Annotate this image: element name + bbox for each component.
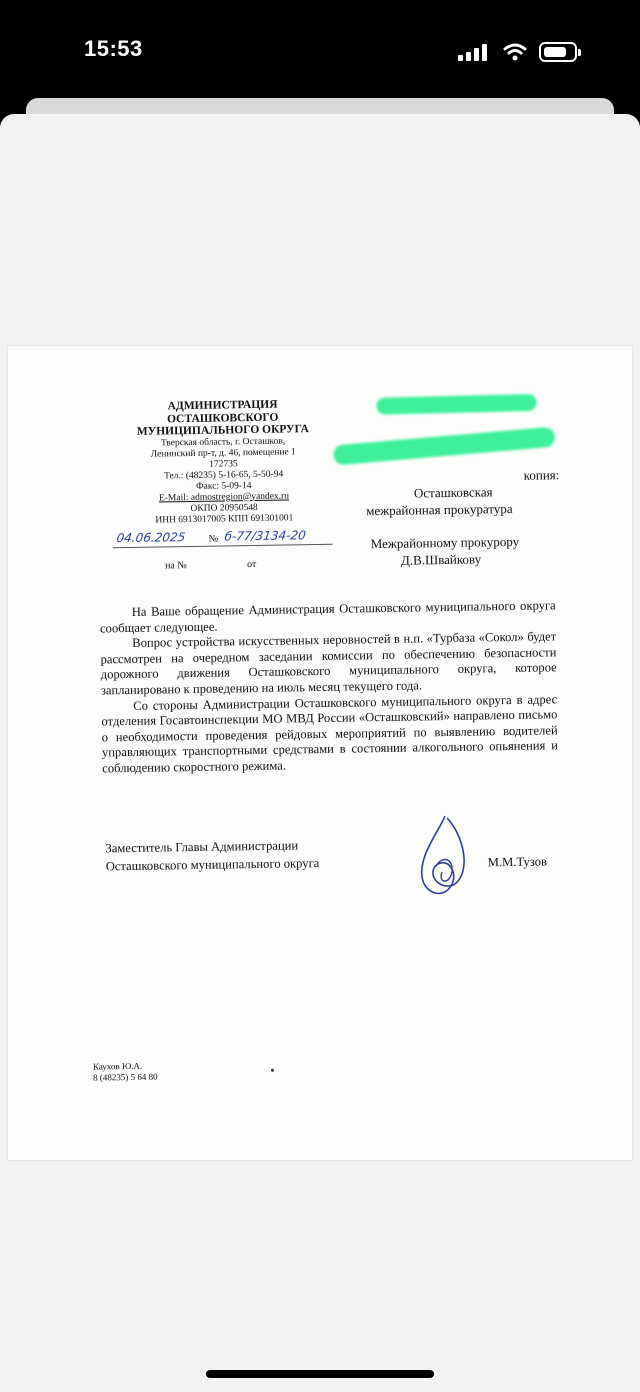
signatory-name: М.М.Тузов	[487, 854, 548, 870]
org-title-line: МУНИЦИПАЛЬНОГО ОКРУГА	[136, 423, 310, 438]
org-okpo: ОКПО 20950548	[190, 502, 258, 514]
addressee-line: Межрайонному прокурору	[370, 533, 520, 552]
outgoing-reference	[113, 528, 343, 546]
handwritten-signature	[407, 813, 488, 904]
executor-name: Каухов Ю.А.	[92, 1060, 143, 1072]
wifi-icon	[503, 42, 527, 62]
position-line: Осташковского муниципального округа	[105, 856, 320, 874]
scan-speck	[271, 1069, 274, 1072]
status-bar	[0, 0, 640, 100]
org-phone: Тел.: (48235) 5-16-65, 5-50-94	[163, 469, 284, 481]
org-title-line: АДМИНИСТРАЦИЯ	[167, 398, 278, 413]
redaction-mark	[376, 394, 536, 415]
executor-info	[93, 1061, 158, 1084]
letter-body	[100, 598, 559, 777]
org-email: E-Mail: admostregion@yandex.ru	[158, 490, 290, 503]
scanned-letter	[8, 346, 632, 1160]
body-paragraph: Со стороны Администрации Осташковского муниципального округа в адрес отделения Госавтоинспекции МО МВД России «Осташковский» направлено письмо о необходимости проведения рейдовых мероприятий по выявлению водителей управляющих транспортными средствами в состоянии алкогольного опьянения и соблюдению скоростного режима.	[101, 691, 559, 776]
addressee-line: Осташковская	[413, 484, 493, 501]
incoming-date-label: от	[246, 558, 257, 571]
body-paragraph: На Ваше обращение Администрация Осташковского муниципального округа сообщает следующее.	[99, 598, 556, 636]
signal-bars-icon	[458, 43, 490, 61]
position-line: Заместитель Главы Администрации	[105, 838, 299, 856]
battery-icon	[539, 42, 577, 62]
handwritten-number: б-77/3134-20	[223, 528, 307, 544]
copy-label: копия:	[523, 467, 560, 483]
prosecutor-office	[366, 483, 513, 519]
handwritten-date: 04.06.2025	[115, 530, 187, 546]
org-address-line: Ленинский пр-т, д. 46, помещение 1	[150, 446, 296, 460]
org-inn: ИНН 6913017005 КПП 691301001	[155, 512, 294, 526]
body-paragraph: Вопрос устройства искусственных неровностей в н.п. «Турбаза «Сокол» будет рассмотрен на очередном заседании комиссии по обеспечению безопасности дорожного движения Осташковского муниципального округа, которое запланировано к проведению на июль месяц текущего года.	[100, 629, 557, 698]
org-address-line: Тверская область, г. Осташков,	[160, 436, 286, 448]
incoming-ref-label: на №	[164, 560, 187, 572]
redaction-mark	[333, 427, 556, 466]
org-address-line: 172735	[209, 458, 238, 470]
addressee-line: межрайонная прокуратура	[366, 500, 513, 519]
clock-time: 15:53	[84, 36, 143, 61]
org-title-line: ОСТАШКОВСКОГО	[166, 411, 279, 425]
number-label: №	[208, 533, 219, 545]
org-fax: Факс: 5-09-14	[196, 480, 252, 492]
signatory-position	[105, 836, 319, 875]
home-indicator[interactable]	[206, 1370, 434, 1378]
executor-phone: 8 (48235) 5 64 80	[92, 1071, 158, 1083]
prosecutor-name	[371, 533, 520, 569]
addressee-line: Д.В.Швайкову	[400, 551, 482, 568]
letterhead	[122, 398, 324, 527]
